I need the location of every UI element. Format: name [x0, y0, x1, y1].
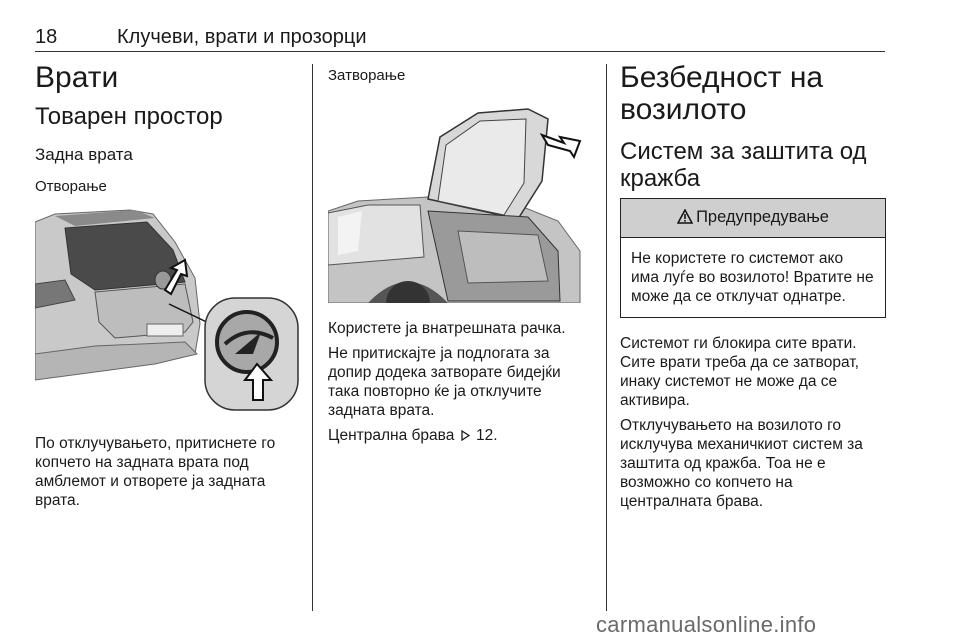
opening-instructions: По отклучувањето, притиснете го копчето на задната врата под амблемот и отворете ја задната врата.	[35, 435, 276, 509]
column-2	[328, 62, 586, 445]
anti-theft-unlock-note: Отклучувањето на возилото го исклучува механичкиот систем за заштита од кражба. Тоа не е возможно со копчето на централната брава.	[620, 417, 863, 510]
header-rule	[35, 51, 885, 52]
warning-triangle-icon	[677, 209, 693, 224]
watermark: carmanualsonline.info	[596, 612, 817, 637]
column-3	[620, 62, 886, 511]
heading-tailgate: Задна врата	[35, 145, 133, 164]
central-lock-label: Централна брава	[328, 427, 455, 444]
column-divider-1	[312, 64, 313, 611]
section-title-doors: Врати	[35, 61, 119, 94]
page-header	[35, 26, 885, 50]
column-1	[35, 62, 300, 510]
heading-closing: Затворање	[328, 67, 406, 84]
heading-opening: Отворање	[35, 178, 107, 195]
tailgate-closing-illustration	[328, 101, 584, 303]
warning-text: Не користете го системот ако има луѓе во возилото! Вратите не може да се отклучат однатре.	[631, 250, 874, 305]
tailgate-opening-illustration	[35, 204, 300, 416]
page-reference-icon	[461, 430, 470, 441]
chapter-title: Клучеви, врати и прозорци	[117, 26, 367, 48]
warning-title: Предупредување	[696, 208, 829, 226]
column-divider-2	[606, 64, 607, 611]
subsection-title-anti-theft: Систем за заштита од кражба	[620, 138, 867, 192]
subsection-title-cargo: Товарен простор	[35, 103, 223, 130]
central-lock-reference	[328, 426, 586, 445]
section-title-vehicle-security: Безбедност на возилото	[620, 61, 824, 126]
closing-instruction-1: Користете ја внатрешната рачка.	[328, 320, 566, 337]
central-lock-page[interactable]: 12.	[475, 427, 498, 444]
anti-theft-description: Системот ги блокира сите врати. Сите врати треба да се затворат, инаку системот не може да се активира.	[620, 335, 859, 409]
warning-box	[620, 198, 886, 318]
page-number: 18	[35, 26, 58, 48]
closing-instruction-2: Не притискајте ја подлогата за допир додека затворате бидејќи така повторно ќе ја отклучите задната врата.	[328, 345, 561, 419]
warning-header	[621, 199, 885, 238]
